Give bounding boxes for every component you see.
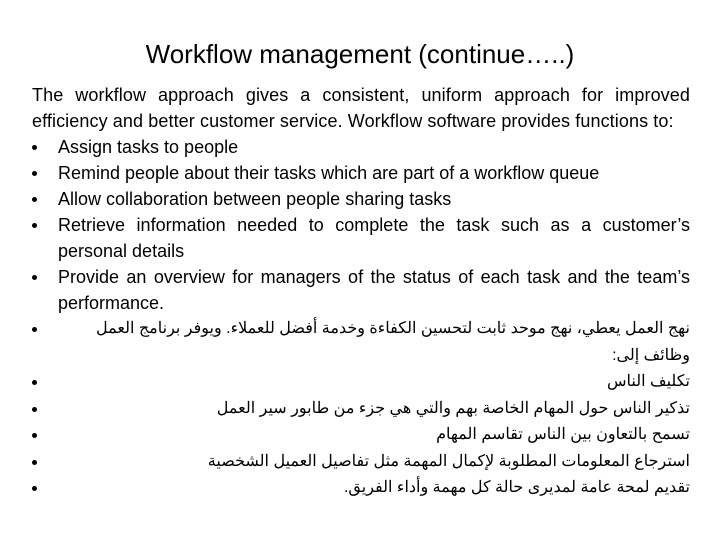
bullet-icon (32, 145, 37, 150)
bullet-icon (32, 275, 37, 280)
slide-title: Workflow management (continue…..) (145, 39, 575, 69)
list-item (32, 316, 690, 369)
arabic-bullet-list (32, 316, 690, 502)
list-item-text: تكليف الناس (607, 373, 690, 390)
list-item-text: Allow collaboration between people sharing tasks (58, 189, 452, 209)
bullet-icon (32, 197, 37, 202)
list-item-text: Retrieve information needed to complete the task such as a customer’s personal details (58, 215, 690, 261)
list-item-text: Remind people about their tasks which are part of a workflow queue (58, 163, 600, 183)
list-item-text: استرجاع المعلومات المطلوبة لإكمال المهمة مثل تفاصيل العميل الشخصية (207, 452, 690, 470)
list-item (32, 449, 690, 476)
list-item (32, 160, 690, 186)
bullet-icon (32, 327, 37, 332)
bullet-icon (32, 460, 37, 465)
list-item-text: نهج العمل يعطي، نهج موحد ثابت لتحسين الكفاءة وخدمة أفضل للعملاء. ويوفر برنامج العمل وظائف إلى: (95, 320, 690, 364)
list-item-text: تسمح بالتعاون بين الناس تقاسم المهام (436, 426, 690, 443)
english-bullet-list (32, 134, 690, 316)
bullet-icon (32, 407, 37, 412)
list-item (32, 134, 690, 160)
list-item-text: تقديم لمحة عامة لمديرى حالة كل مهمة وأداء الفريق. (343, 479, 690, 496)
list-item (32, 264, 690, 316)
list-item (32, 475, 690, 502)
list-item (32, 396, 690, 423)
list-item-text: Assign tasks to people (58, 137, 239, 157)
list-item (32, 369, 690, 396)
intro-paragraph: The workflow approach gives a consistent, uniform approach for improved efficiency and better customer service. Workflow software provides functions to: (32, 85, 690, 131)
bullet-icon (32, 486, 37, 491)
list-item-text: Provide an overview for managers of the status of each task and the team’s performance. (58, 267, 690, 313)
list-item (32, 186, 690, 212)
list-item (32, 212, 690, 264)
list-item (32, 422, 690, 449)
bullet-icon (32, 433, 37, 438)
list-item-text: تذكير الناس حول المهام الخاصة بهم والتي هي جزء من طابور سير العمل (216, 399, 690, 417)
slide-body (32, 82, 690, 502)
bullet-icon (32, 223, 37, 228)
bullet-icon (32, 380, 37, 385)
bullet-icon (32, 171, 37, 176)
